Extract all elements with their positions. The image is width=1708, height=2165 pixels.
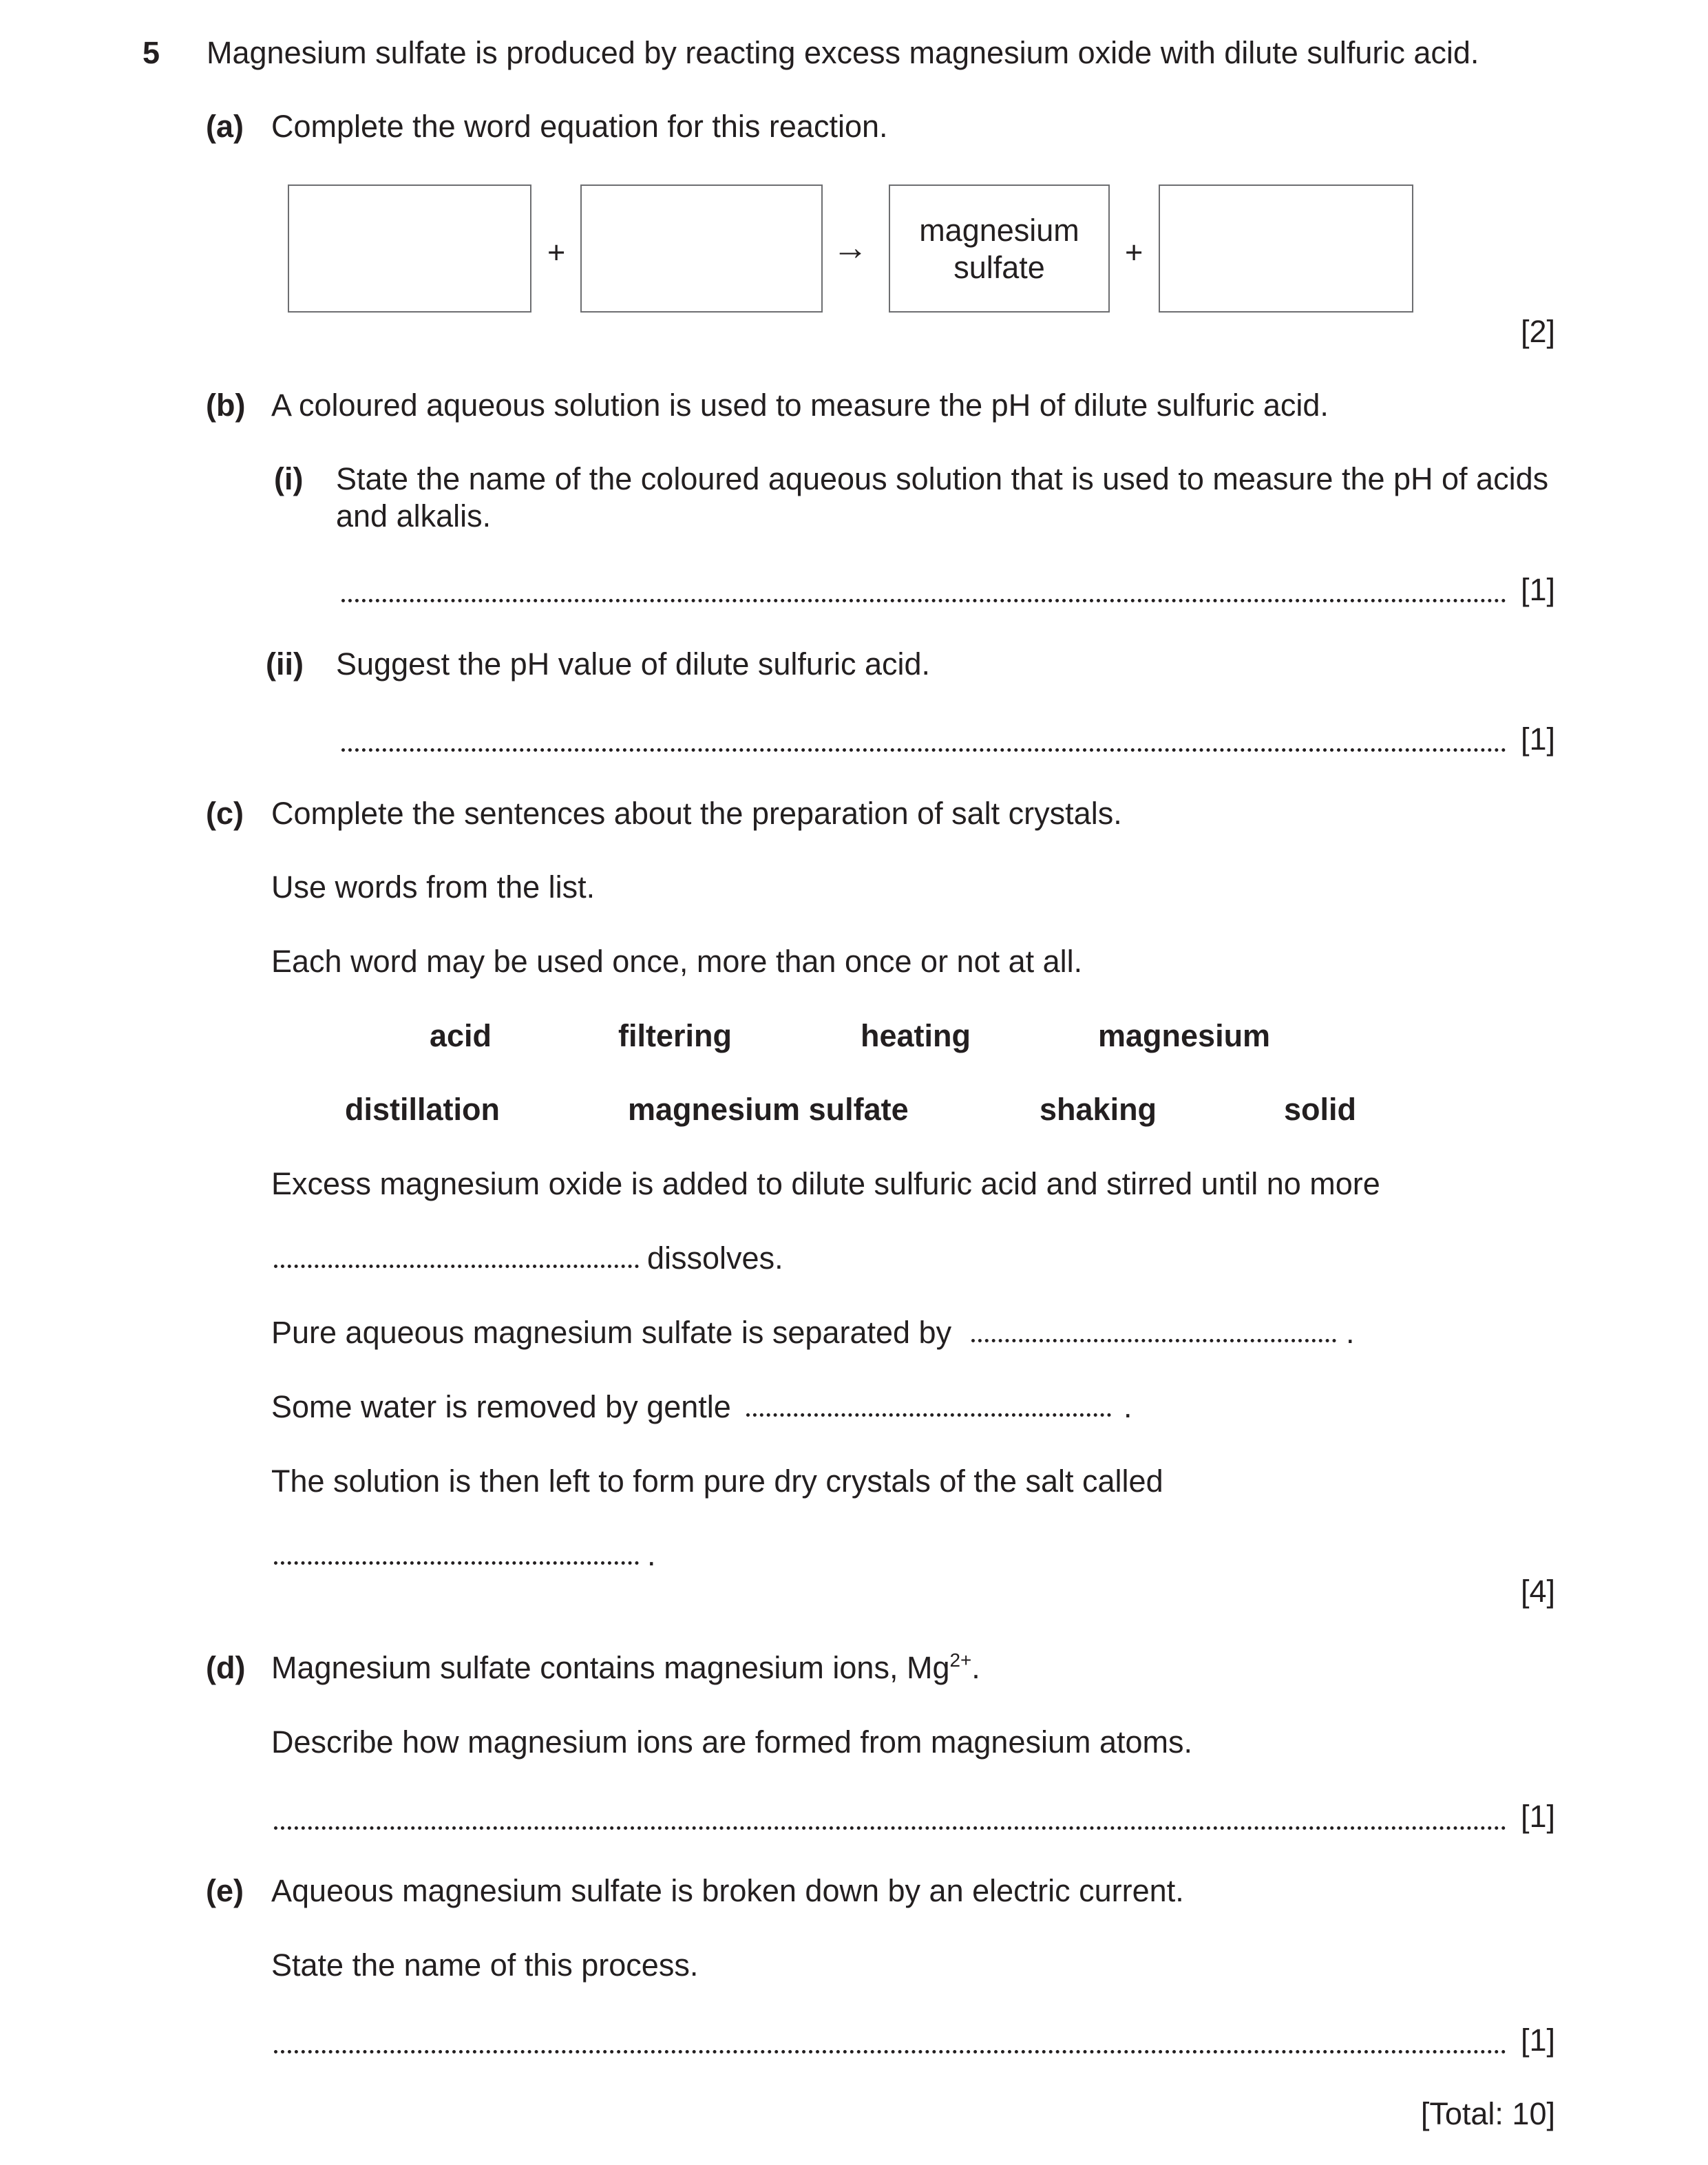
- part-b-ii-prompt: Suggest the pH value of dilute sulfuric acid.: [336, 646, 930, 682]
- part-b-i-prompt-line-2: and alkalis.: [336, 498, 492, 534]
- answer-line-e[interactable]: [274, 2025, 1506, 2053]
- answer-line-b-ii[interactable]: [341, 723, 1506, 752]
- part-d-instruction: Describe how magnesium ions are formed from magnesium atoms.: [271, 1724, 1193, 1760]
- blank-1[interactable]: [274, 1245, 639, 1268]
- part-b-i-marks: [1]: [1520, 572, 1555, 607]
- part-e-label: (e): [206, 1873, 244, 1908]
- blank-4[interactable]: [274, 1541, 639, 1565]
- part-e-instruction: State the name of this process.: [271, 1947, 699, 1983]
- word-list-item: solid: [1284, 1092, 1357, 1127]
- sentence-3: Some water is removed by gentle: [271, 1389, 731, 1424]
- part-c-instruction-2: Each word may be used once, more than once or not at all.: [271, 944, 1083, 979]
- part-b-i-prompt-line-1: State the name of the coloured aqueous solution that is used to measure the pH of acids: [336, 461, 1549, 496]
- ion-charge: 2+: [949, 1649, 972, 1671]
- word-list-item: magnesium sulfate: [628, 1092, 909, 1127]
- part-c-marks: [4]: [1520, 1574, 1555, 1609]
- sentence-4-line-1: The solution is then left to form pure dry crystals of the salt called: [271, 1464, 1163, 1499]
- part-b-i-label: (i): [274, 461, 304, 496]
- full-stop: .: [1346, 1315, 1355, 1350]
- part-e-prompt: Aqueous magnesium sulfate is broken down by an electric current.: [271, 1873, 1184, 1908]
- question-number: 5: [143, 35, 160, 70]
- question-stem: Magnesium sulfate is produced by reacting excess magnesium oxide with dilute sulfuric acid.: [207, 35, 1479, 70]
- reactant-2-answer-box[interactable]: [580, 184, 823, 313]
- sentence-1-line-1: Excess magnesium oxide is added to dilute sulfuric acid and stirred until no more: [271, 1166, 1380, 1201]
- reactant-1-answer-box[interactable]: [288, 184, 531, 313]
- part-d-prompt: [271, 1649, 980, 1686]
- product-1-box: [889, 184, 1110, 313]
- part-c-label: (c): [206, 796, 244, 831]
- word-list-item: heating: [861, 1018, 971, 1053]
- product-1-line-2: sulfate: [953, 250, 1045, 285]
- word-list-item: distillation: [345, 1092, 500, 1127]
- part-d-prompt-text: Magnesium sulfate contains magnesium ions, Mg: [271, 1650, 950, 1685]
- product-1-line-1: magnesium: [919, 213, 1079, 248]
- reaction-arrow: →: [832, 228, 868, 268]
- word-list-item: filtering: [618, 1018, 732, 1053]
- part-a-prompt: Complete the word equation for this reaction.: [271, 109, 888, 144]
- part-b-prompt: A coloured aqueous solution is used to measure the pH of dilute sulfuric acid.: [271, 388, 1329, 423]
- part-b-ii-marks: [1]: [1520, 721, 1555, 757]
- full-stop: .: [647, 1537, 656, 1572]
- full-stop: .: [1124, 1389, 1132, 1424]
- answer-line-b-i[interactable]: [341, 573, 1506, 602]
- part-b-label: (b): [206, 388, 246, 423]
- part-d-label: (d): [206, 1650, 246, 1685]
- total-marks: [Total: 10]: [1420, 2096, 1555, 2131]
- sentence-1-line-2-end: dissolves.: [647, 1240, 783, 1276]
- part-d-prompt-end: .: [971, 1650, 980, 1685]
- part-a-marks: [2]: [1520, 314, 1555, 349]
- part-c-prompt: Complete the sentences about the preparation of salt crystals.: [271, 796, 1122, 831]
- word-list-item: magnesium: [1098, 1018, 1271, 1053]
- part-c-instruction-1: Use words from the list.: [271, 869, 595, 905]
- answer-line-d[interactable]: [274, 1801, 1506, 1830]
- product-2-answer-box[interactable]: [1159, 184, 1413, 313]
- part-e-marks: [1]: [1520, 2023, 1555, 2058]
- blank-2[interactable]: [971, 1319, 1336, 1342]
- plus-sign-2: +: [1125, 235, 1143, 270]
- part-b-ii-label: (ii): [266, 646, 304, 682]
- blank-3[interactable]: [746, 1393, 1111, 1417]
- part-d-marks: [1]: [1520, 1799, 1555, 1834]
- word-list-item: acid: [430, 1018, 492, 1053]
- plus-sign-1: +: [547, 235, 566, 270]
- part-a-label: (a): [206, 109, 244, 144]
- sentence-2: Pure aqueous magnesium sulfate is separated by: [271, 1315, 952, 1350]
- word-list-item: shaking: [1040, 1092, 1157, 1127]
